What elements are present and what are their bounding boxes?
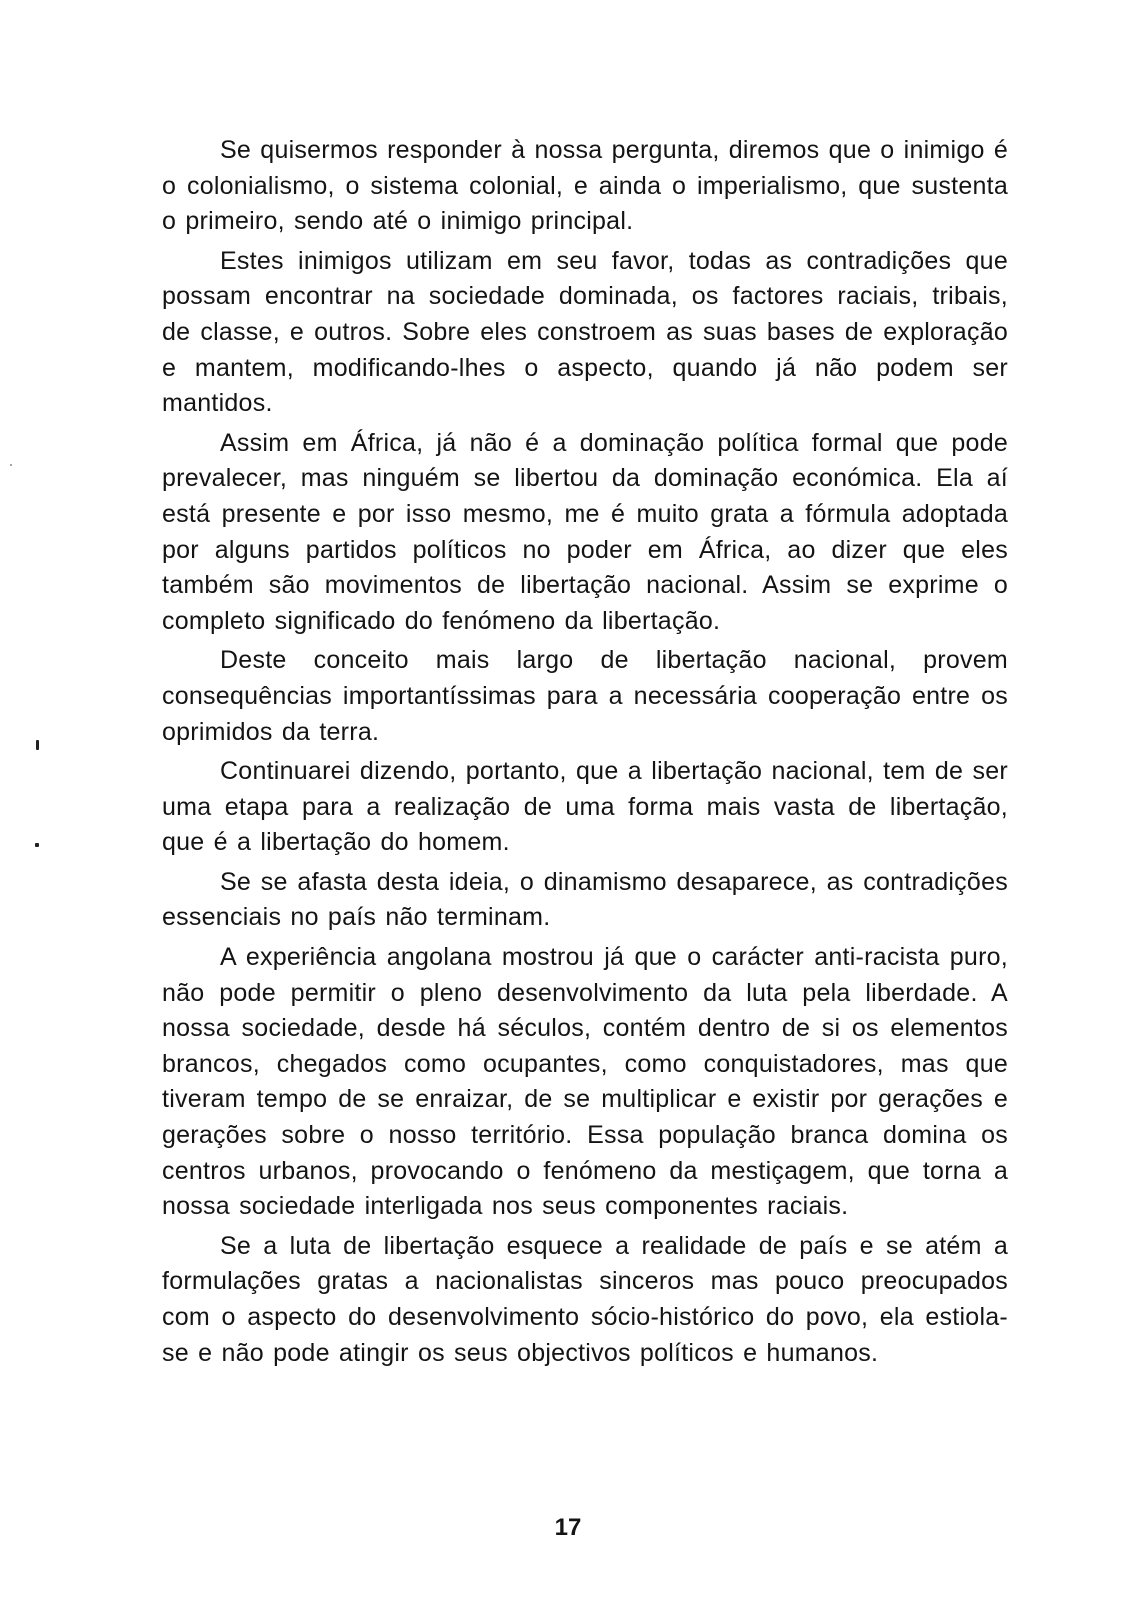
paragraph: Assim em África, já não é a dominação política formal que pode prevalecer, mas ninguém se libertou da dominação económica. Ela aí está presente e por isso mesmo, me é muito grata a fórmula adoptada por alguns partidos políticos no poder em África, ao dizer que eles também são movimentos de libertação nacional. Assim se exprime o completo significado do fenómeno da libertação. [162, 428, 1008, 635]
paragraph: Deste conceito mais largo de libertação nacional, provem consequências importantíssimas para a necessária cooperação entre os oprimidos da terra. [162, 646, 1008, 746]
paragraph: Estes inimigos utilizam em seu favor, todas as contradições que possam encontrar na sociedade dominada, os factores raciais, tribais, de classe, e outros. Sobre eles constroem as suas bases de exploração e mantem, modificando-lhes o aspecto, quando já não podem ser mantidos. [162, 246, 1008, 418]
body-text [162, 133, 1008, 1375]
paragraph: Continuarei dizendo, portanto, que a libertação nacional, tem de ser uma etapa para a realização de uma forma mais vasta de libertação, que é a libertação do homem. [162, 757, 1008, 857]
paragraph: Se se afasta desta ideia, o dinamismo desaparece, as contradições essenciais no país não terminam. [162, 867, 1008, 932]
scan-speck [10, 464, 12, 466]
paragraph: Se a luta de libertação esquece a realidade de país e se atém a formulações gratas a nacionalistas sinceros mas pouco preocupados com o aspecto do desenvolvimento sócio-histórico do povo, ela estiola-se e não pode atingir os seus objectivos políticos e humanos. [162, 1231, 1008, 1367]
scan-speck [36, 740, 39, 750]
paragraph: Se quisermos responder à nossa pergunta, diremos que o inimigo é o colonialismo, o sistema colonial, e ainda o imperialismo, que sustenta o primeiro, sendo até o inimigo principal. [162, 136, 1008, 236]
page-number: 17 [554, 1514, 582, 1541]
paragraph: A experiência angolana mostrou já que o carácter anti-racista puro, não pode permitir o pleno desenvolvimento da luta pela liberdade. A nossa sociedade, desde há séculos, contém dentro de si os elementos brancos, chegados como ocupantes, como conquistadores, mas que tiveram tempo de se enraizar, de se multiplicar e existir por gerações e gerações sobre o nosso território. Essa população branca domina os centros urbanos, provocando o fenómeno da mestiçagem, que torna a nossa sociedade interligada nos seus componentes raciais. [162, 943, 1008, 1221]
scan-speck [35, 843, 39, 847]
